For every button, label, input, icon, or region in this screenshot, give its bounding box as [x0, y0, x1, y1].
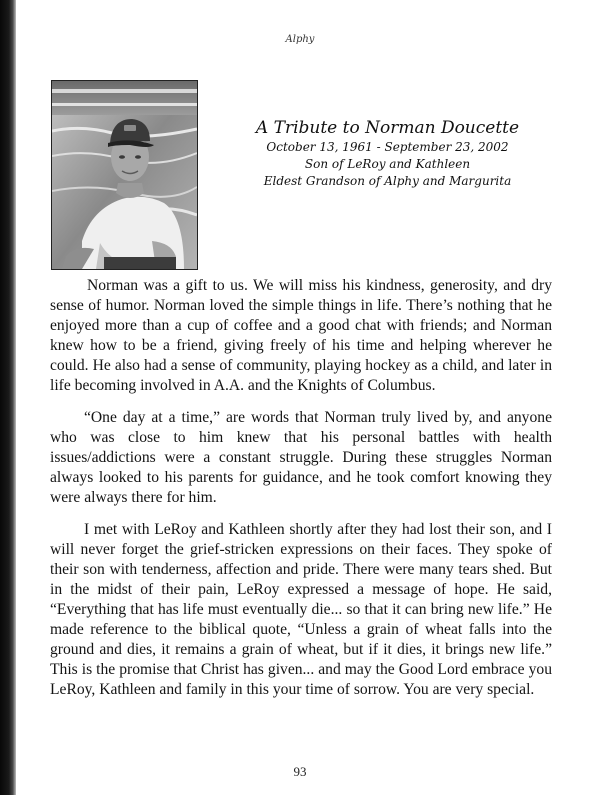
tribute-lineage: Eldest Grandson of Alphy and Margurita — [263, 174, 512, 188]
paragraph-gift: Norman was a gift to us. We will miss his kindness, generosity, and dry sense of humor. Norman loved the simple things in life. There’s nothing that he enjoyed more than a cup of coffee and a good chat with friends; and Norman knew how to be a friend, giving freely of his time and helping wherever he could. He also had a sense of community, playing hockey as a child, and later in life becoming involved in A.A. and the Knights of Columbus. — [50, 277, 552, 394]
tribute-heading-block — [215, 117, 560, 190]
tribute-parents: Son of LeRoy and Kathleen — [304, 157, 471, 171]
paragraph-one-day-at-a-time: “One day at a time,” are words that Norman truly lived by, and anyone who was close to him knew that his personal battles with health issues/addictions were a constant struggle. During these struggles Norman always looked to his parents for guidance, and he took comfort knowing they were always there for him. — [50, 409, 552, 506]
tribute-title: A Tribute to Norman Doucette — [255, 118, 520, 138]
tribute-body — [50, 276, 552, 712]
tribute-dates: October 13, 1961 - September 23, 2002 — [266, 140, 509, 154]
book-spine-shadow — [0, 0, 16, 795]
running-head: Alphy — [285, 34, 315, 45]
portrait-photo — [51, 80, 198, 270]
paragraph-message-of-hope: I met with LeRoy and Kathleen shortly after they had lost their son, and I will never forget the grief-stricken expressions on their faces. They spoke of their son with tenderness, affection and pride. There were many tears shed. But in the midst of their pain, LeRoy expressed a message of hope. He said, “Everything that has life must eventually die... so that it can bring new life.” He made reference to the biblical quote, “Unless a grain of wheat falls into the ground and dies, it remains a grain of wheat, but if it dies, it brings new life.” This is the promise that Christ has given... and may the Good Lord embrace you LeRoy, Kathleen and family in this your time of sorrow. You are very special. — [50, 521, 552, 698]
portrait-image — [52, 81, 197, 269]
page-number: 93 — [293, 764, 307, 779]
